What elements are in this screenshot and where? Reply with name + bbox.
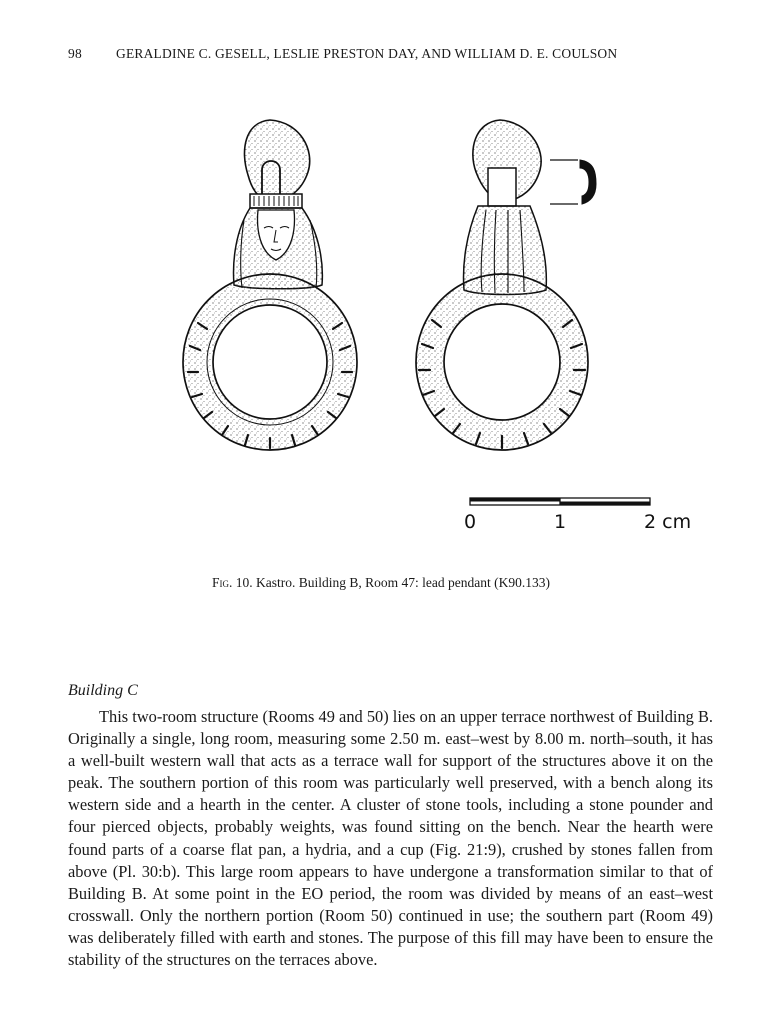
scale-bar bbox=[464, 498, 691, 533]
pendant-front-view bbox=[183, 120, 357, 450]
pendant-back-view bbox=[416, 120, 596, 450]
page-number: 98 bbox=[68, 46, 82, 61]
figure-caption bbox=[0, 575, 762, 591]
caption-text: Kastro. Building B, Room 47: lead pendant (K90.133) bbox=[256, 575, 550, 590]
scale-tick-1: 1 bbox=[553, 511, 567, 533]
running-head-authors: GERALDINE C. GESELL, LESLIE PRESTON DAY, AND WILLIAM D. E. COULSON bbox=[116, 46, 618, 61]
body-paragraph: This two-room structure (Rooms 49 and 50) lies on an upper terrace northwest of Building B. Originally a single, long room, measuring some 2.50 m. east–west by 8.00 m. north–south, it has a well-built western wall that acts as a terrace wall for support of the structures above it on the peak. The southern portion of this room was particularly well preserved, with a bench along its western side and a hearth in the center. A cluster of stone tools, including a stone pounder and four pierced objects, probably weights, was found sitting on the bench. Near the hearth were found parts of a coarse flat pan, a hydria, and a cup (Fig. 21:9), crushed by stones fallen from above (Pl. 30:b). This large room appears to have undergone a transformation similar to that of Building B. At some point in the EO period, the room was divided by means of an east–west crosswall. Only the northern portion (Room 50) continued in use; the southern part (Room 49) was deliberately filled with earth and stones. The purpose of this fill may have been to ensure the stability of the structures on the terraces above. bbox=[68, 707, 713, 970]
figure-pendant bbox=[170, 110, 710, 550]
section-heading: Building C bbox=[68, 682, 138, 699]
scale-tick-0: 0 bbox=[463, 511, 477, 533]
caption-label: Fig. 10. bbox=[212, 575, 253, 590]
scale-tick-2cm: 2 cm bbox=[644, 511, 692, 533]
running-head bbox=[68, 46, 702, 62]
pendant-drawing bbox=[170, 110, 710, 550]
